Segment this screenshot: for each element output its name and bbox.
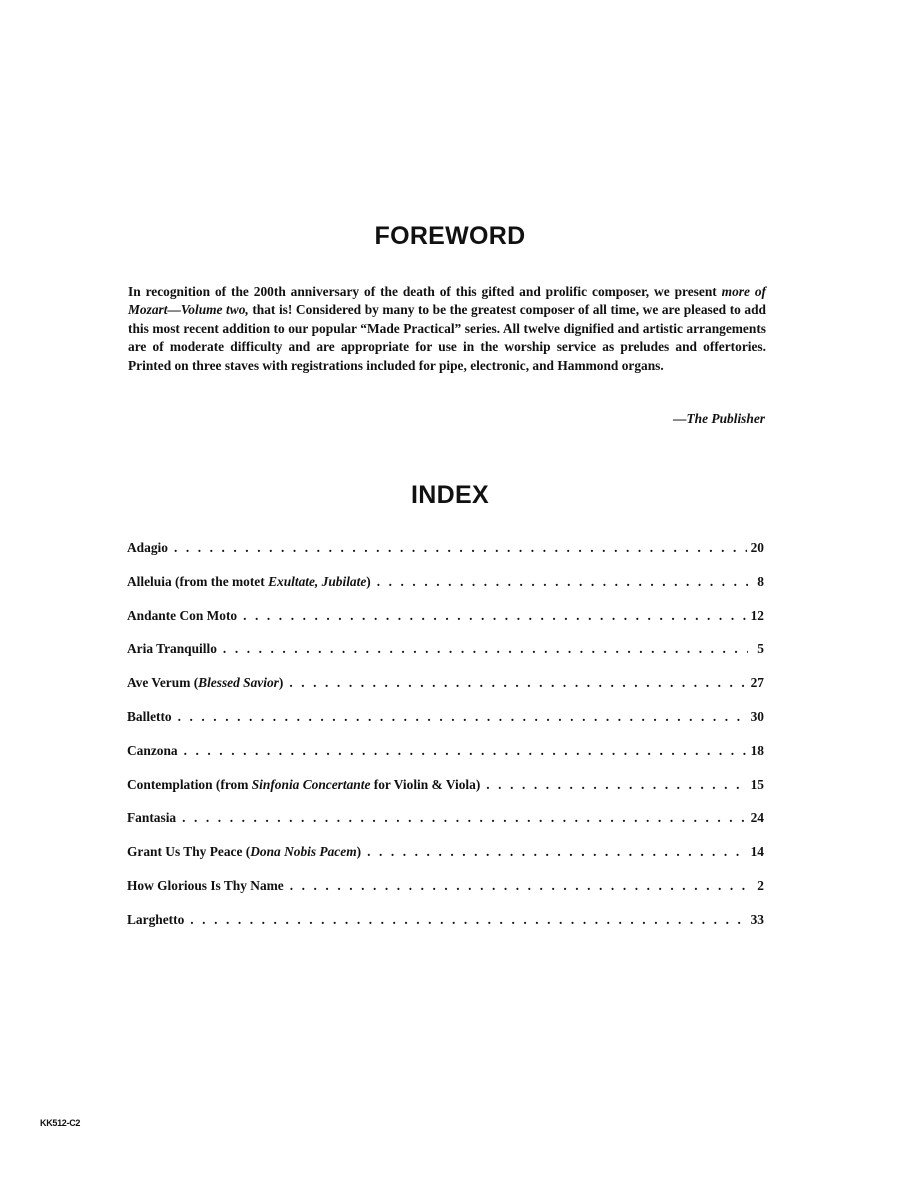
index-entry-page: 8 [757,573,764,589]
index-entry-title: Balletto [127,708,172,724]
index-entry-canzona [127,743,764,777]
dot-leader [174,540,747,556]
index-entry-title: Andante Con Moto [127,607,238,623]
index-entry-title: How Glorious Is Thy Name [127,877,284,893]
index-entry-page: 2 [757,877,764,893]
index-entry-page: 24 [750,810,764,826]
index-entry-page: 33 [750,911,764,927]
publisher-signature: —The Publisher [673,411,765,426]
dot-leader [290,878,748,894]
index-entry-title: Larghetto [127,911,185,927]
dot-leader [377,574,748,590]
dot-leader [289,675,746,691]
index-entry-larghetto [127,912,764,946]
dot-leader [182,810,747,826]
index-entry-title: Contemplation (from Sinfonia Concertante for Violin & Viola) [127,776,481,792]
index-entry-alleluia [127,574,764,608]
index-entry-page: 30 [750,708,764,724]
index-title: INDEX [411,481,489,509]
index-entry-title: Canzona [127,742,178,758]
dot-leader [184,743,747,759]
index-entry-title: Grant Us Thy Peace (Dona Nobis Pacem) [127,844,362,860]
index-entry-balletto [127,709,764,743]
dot-leader [243,608,747,624]
index-entry-page: 12 [750,607,764,623]
index-entry-ave-verum [127,675,764,709]
index-entry-andante-con-moto [127,608,764,642]
index-entry-page: 14 [750,844,764,860]
index-entry-contemplation [127,777,764,811]
foreword-text-part2: that is! Considered by many to be the greatest composer of all time, we are pleased to add this most recent addition to our popular “Made Practical” series. All twelve dignified and artistic arrangements are of moderate difficulty and are appropriate for use in the worship service as preludes and offertories. Printed on three staves with registrations included for pipe, electronic, and Hammond organs. [128,302,767,373]
index-entry-page: 27 [750,675,764,691]
index-entry-page: 18 [750,742,764,758]
index-entry-title: Adagio [127,540,168,555]
index-entry-title: Alleluia (from the motet Exultate, Jubilate) [127,573,371,589]
dot-leader [178,709,747,725]
foreword-text [128,283,766,375]
index-entry-title: Ave Verum (Blessed Savior) [127,675,284,691]
index-list [127,540,764,946]
foreword-text-italic: more of Mozart—Volume two, [128,284,766,318]
index-entry-page: 15 [750,776,764,792]
index-entry-aria-tranquillo [127,641,764,675]
dot-leader [486,777,746,793]
foreword-title: FOREWORD [374,222,526,250]
index-entry-fantasia [127,810,764,844]
index-entry-adagio [127,540,764,574]
index-entry-page: 20 [750,540,764,555]
index-entry-title: Fantasia [127,810,177,826]
index-entry-how-glorious-is-thy-name [127,878,764,912]
dot-leader [223,641,748,657]
index-entry-title: Aria Tranquillo [127,641,217,657]
foreword-text-part1: In recognition of the 200th anniversary of the death of this gifted and prolific composer, we present [128,284,722,299]
index-entry-grant-us-thy-peace [127,844,764,878]
dot-leader [367,844,747,860]
index-entry-page: 5 [757,641,764,657]
catalog-code: KK512-C2 [40,1118,81,1128]
dot-leader [190,912,746,928]
